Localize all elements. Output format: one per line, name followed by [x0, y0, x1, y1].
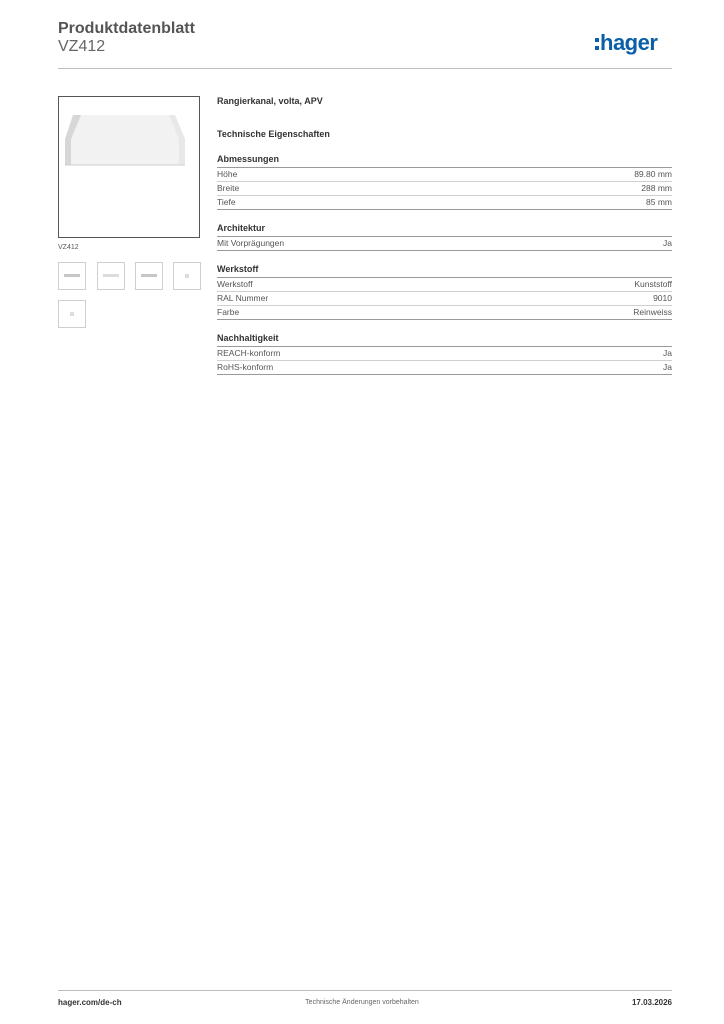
section-title: Architektur: [217, 223, 672, 237]
spec-label: Farbe: [217, 307, 240, 317]
svg-text:hager: hager: [600, 30, 658, 55]
spec-value: 85 mm: [646, 197, 672, 207]
spec-row: [217, 196, 672, 210]
section-architektur: [217, 223, 672, 251]
spec-row: [217, 361, 672, 375]
product-illustration: [59, 97, 199, 237]
spec-value: Ja: [663, 348, 672, 358]
spec-row: [217, 292, 672, 306]
spec-label: REACH-konform: [217, 348, 281, 358]
spec-label: Tiefe: [217, 197, 236, 207]
spec-value: 89.80 mm: [634, 169, 672, 179]
product-name: Rangierkanal, volta, APV: [217, 96, 323, 106]
product-code: VZ412: [58, 38, 106, 55]
spec-label: Höhe: [217, 169, 238, 179]
spec-value: 288 mm: [641, 183, 672, 193]
spec-row: [217, 347, 672, 361]
spec-value: Reinweiss: [633, 307, 672, 317]
section-title: Nachhaltigkeit: [217, 333, 672, 347]
spec-row: [217, 278, 672, 292]
footer-website[interactable]: hager.com/de-ch: [58, 998, 122, 1007]
spec-row: [217, 306, 672, 320]
section-abmessungen: [217, 154, 672, 210]
thumbnail-1[interactable]: [58, 262, 86, 290]
spec-label: Breite: [217, 183, 240, 193]
spec-label: RoHS-konform: [217, 362, 274, 372]
page-title: Produktdatenblatt: [58, 20, 195, 37]
spec-row: [217, 168, 672, 182]
footer-date: 17.03.2026: [631, 998, 672, 1007]
thumbnail-5[interactable]: [58, 300, 86, 328]
spec-value: Ja: [663, 238, 672, 248]
section-werkstoff: [217, 264, 672, 320]
thumbnail-3[interactable]: [135, 262, 163, 290]
footer-disclaimer: Technische Änderungen vorbehalten: [305, 999, 419, 1006]
section-nachhaltigkeit: [217, 333, 672, 375]
spec-row: [217, 182, 672, 196]
spec-panel: [217, 96, 672, 375]
section-title: Abmessungen: [217, 154, 672, 168]
spec-value: Kunststoff: [634, 279, 672, 289]
thumbnail-2[interactable]: [97, 262, 125, 290]
product-image: [58, 96, 200, 238]
thumbnail-image: [98, 263, 124, 289]
spec-label: Werkstoff: [217, 279, 253, 289]
section-title: Werkstoff: [217, 264, 672, 278]
spec-label: RAL Nummer: [217, 293, 269, 303]
thumbnail-image: [174, 263, 200, 289]
hager-logo: [595, 27, 675, 57]
image-caption: VZ412: [58, 244, 79, 251]
thumbnail-image: [59, 301, 85, 327]
thumbnail-4[interactable]: [173, 262, 201, 290]
spec-label: Mit Vorprägungen: [217, 238, 285, 248]
footer-divider: [58, 990, 672, 991]
header-divider: [58, 68, 672, 69]
thumbnail-image: [59, 263, 85, 289]
spec-value: 9010: [653, 293, 672, 303]
spec-value: Ja: [663, 362, 672, 372]
spec-row: [217, 237, 672, 251]
tech-heading: Technische Eigenschaften: [217, 129, 330, 139]
thumbnail-image: [136, 263, 162, 289]
